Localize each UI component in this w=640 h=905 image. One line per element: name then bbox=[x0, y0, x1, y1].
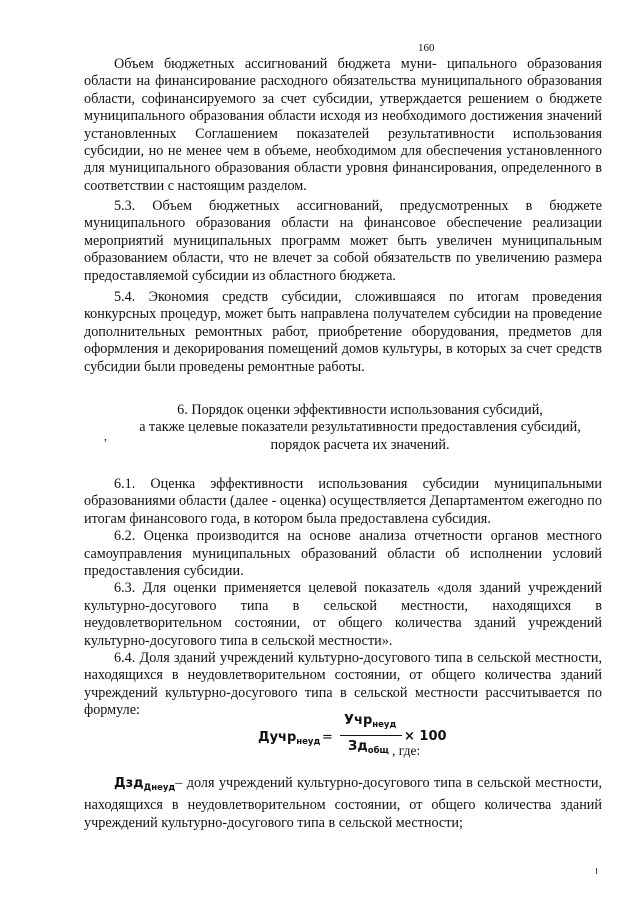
heading-line: 6. Порядок оценки эффективности использования субсидий, bbox=[177, 402, 543, 418]
formula-where: , где: bbox=[392, 743, 421, 758]
formula-lhs: Дучр$_{неуд}$ bbox=[258, 730, 321, 747]
corner-mark bbox=[596, 868, 597, 874]
heading-line: порядок расчета их значений. bbox=[270, 436, 450, 453]
paragraph-6-2: 6.2. Оценка производится на основе анализа отчетности органов местного самоуправления муниципальных образований области об исполнении условий предоставления субсидии. bbox=[84, 528, 602, 580]
paragraph-6-4: 6.4. Доля зданий учреждений культурно-досугового типа в сельской местности, находящихся в неудовлетворительном состоянии, от общего количества зданий учреждений культурно-досугового типа в сельской местности рассчитывается по формуле: bbox=[84, 650, 602, 719]
definition-symbol: Дзд$_{Днеуд}$ bbox=[114, 776, 176, 793]
formula-denominator: $Зд_{общ}$ bbox=[348, 739, 389, 756]
formula-multiplier: × 100 bbox=[404, 729, 447, 744]
section-6-heading bbox=[104, 402, 600, 454]
stray-mark: , bbox=[104, 429, 107, 443]
paragraph: 5.4. Экономия средств субсидии, сложившаяся по итогам проведения конкурсных процедур, может быть направлена получателем субсидии на проведение дополнительных ремонтных работ, приобретение оборудования, предметов для оформления и декорирования помещений домов культуры, в которых за счет средств субсидии были проведены ремонтные работы. bbox=[84, 289, 602, 375]
page-number: 160 bbox=[418, 42, 435, 54]
paragraph-5-4 bbox=[84, 289, 602, 376]
paragraph-budget-volume bbox=[84, 56, 602, 195]
section-6-body bbox=[84, 476, 602, 720]
fraction-bar bbox=[340, 735, 402, 736]
paragraph-5-3 bbox=[84, 198, 602, 285]
definition-paragraph bbox=[84, 775, 602, 832]
paragraph-6-3: 6.3. Для оценки применяется целевой показатель «доля зданий учреждений культурно-досугового типа в сельской местности, находящихся в неудовлетворительном состоянии, от общего количества зданий учреждений культурно-досугового типа в сельской местности». bbox=[84, 580, 602, 649]
paragraph: Объем бюджетных ассигнований бюджета муни- ципального образования области на финансирование расходного обязательства муниципального образования области, софинансируемого за счет субсидии, утверждается решением о бюджете муниципального образования области исходя из необходимого достижения значений установленных Соглашением показателей результативности использования субсидии, но не менее чем в объеме, необходимом для обеспечения установленного для муниципального образования области уровня финансирования, определенного в соответствии с настоящим разделом. bbox=[84, 56, 602, 194]
paragraph-6-1: 6.1. Оценка эффективности использования субсидии муниципальными образованиями области (далее - оценка) осуществляется Департаментом ежегодно по итогам финансового года, в котором была предоставлена субсидия. bbox=[84, 476, 602, 527]
formula bbox=[258, 713, 578, 761]
paragraph: 5.3. Объем бюджетных ассигнований, предусмотренных в бюджете муниципального образования области на финансовое обеспечение реализации мероприятий муниципальных программ может быть увеличен муниципальным образованием области, что не влечет за собой обязательств по увеличению размера предоставляемой субсидии из областного бюджета. bbox=[84, 198, 602, 284]
definition-text: Дзд$_{Днеуд}$– доля учреждений культурно-досугового типа в сельской местности, находящихся в неудовлетворительном состоянии, от общего количества зданий учреждений культурно-досугового типа в сельской местности; bbox=[84, 775, 602, 831]
formula-numerator: Учр$_{неуд}$ bbox=[344, 713, 397, 730]
formula-equals: = bbox=[322, 730, 333, 745]
heading-line: а также целевые показатели результативности предоставления субсидий, bbox=[139, 419, 581, 436]
